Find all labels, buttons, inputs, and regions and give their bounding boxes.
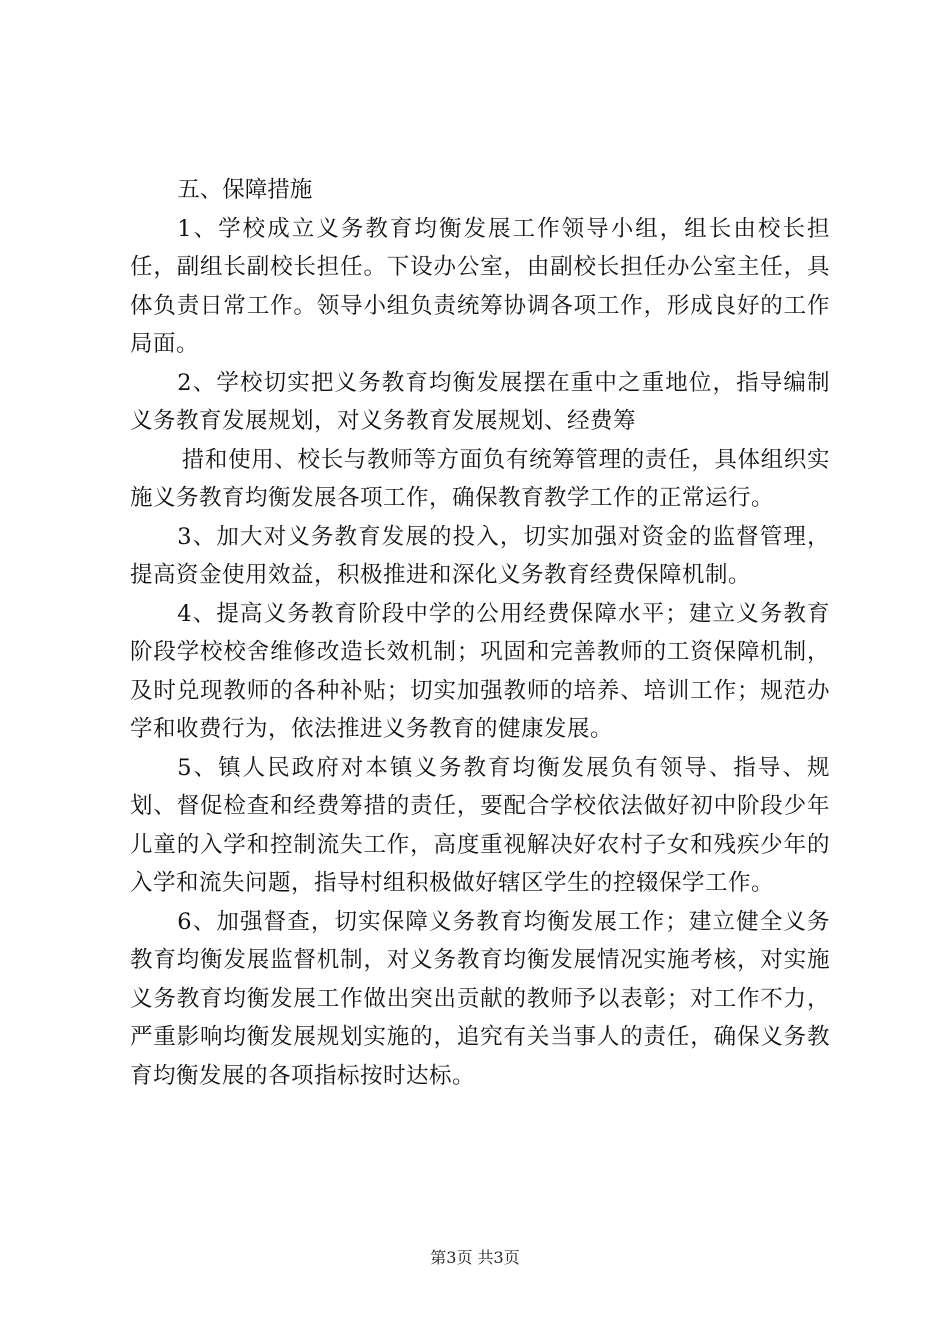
paragraph-2-continued: 措和使用、校长与教师等方面负有统筹管理的责任，具体组织实施义务教育均衡发展各项工作，确保教育教学工作的正常运行。 — [130, 446, 830, 511]
paragraph-1: 1、学校成立义务教育均衡发展工作领导小组，组长由校长担任，副组长副校长担任。下设办公室，由副校长担任办公室主任，具体负责日常工作。领导小组负责统筹协调各项工作，形成良好的工作局面。 — [130, 215, 830, 357]
paragraph-2: 2、学校切实把义务教育均衡发展摆在重中之重地位，指导编制义务教育发展规划，对义务教育发展规划、经费筹 — [130, 369, 830, 434]
paragraph-4: 4、提高义务教育阶段中学的公用经费保障水平；建立义务教育阶段学校校舍维修改造长效机制；巩固和完善教师的工资保障机制，及时兑现教师的各种补贴；切实加强教师的培养、培训工作；规范办学和收费行为，依法推进义务教育的健康发展。 — [130, 600, 830, 742]
paragraph-5: 5、镇人民政府对本镇义务教育均衡发展负有领导、指导、规划、督促检查和经费筹措的责任，要配合学校依法做好初中阶段少年儿童的入学和控制流失工作，高度重视解决好农村子女和残疾少年的入学和流失问题，指导村组积极做好辖区学生的控辍保学工作。 — [130, 754, 830, 896]
paragraph-6: 6、加强督查，切实保障义务教育均衡发展工作；建立健全义务教育均衡发展监督机制，对义务教育均衡发展情况实施考核，对实施义务教育均衡发展工作做出突出贡献的教师予以表彰；对工作不力，严重影响均衡发展规划实施的，追究有关当事人的责任，确保义务教育均衡发展的各项指标按时达标。 — [130, 908, 830, 1089]
page-number-footer: 第3页 共3页 — [430, 1248, 520, 1267]
document-body — [130, 171, 830, 1095]
paragraph-3: 3、加大对义务教育发展的投入，切实加强对资金的监督管理，提高资金使用效益，积极推进和深化义务教育经费保障机制。 — [130, 523, 830, 588]
section-heading: 五、保障措施 — [177, 177, 313, 203]
